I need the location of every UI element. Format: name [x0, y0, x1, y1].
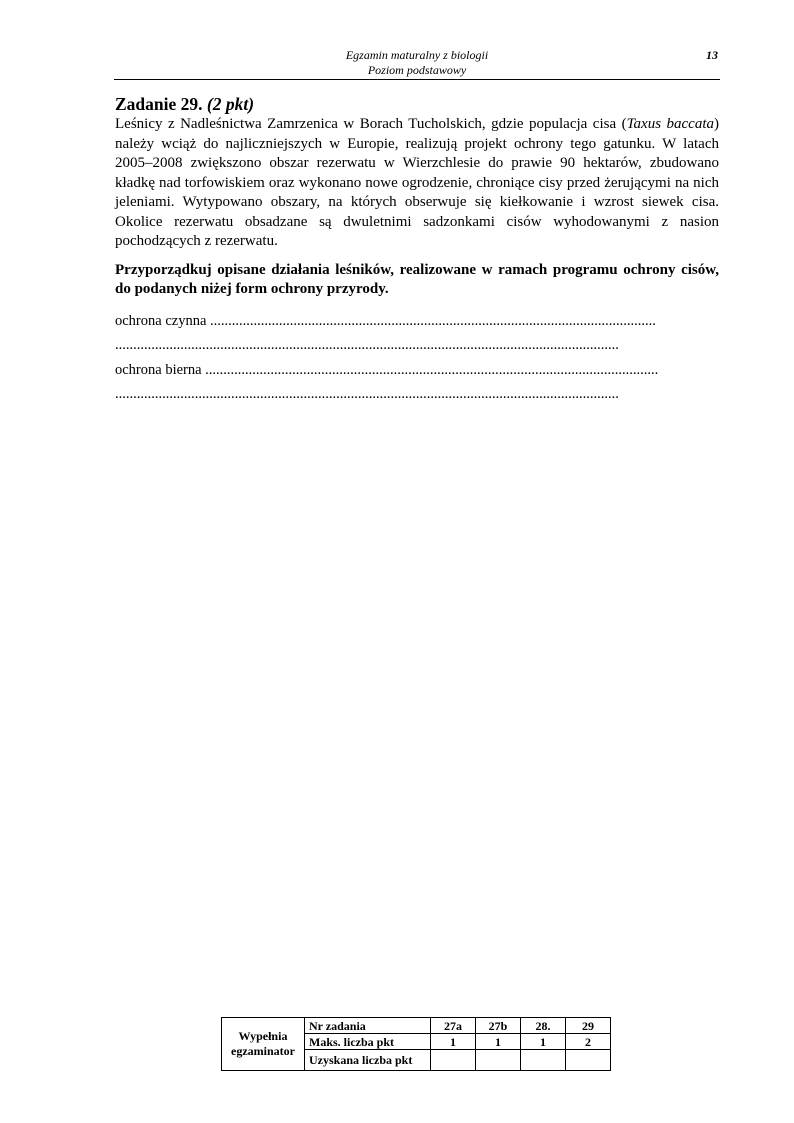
max-points-cell: 2 — [566, 1034, 611, 1050]
answer-line-passive-protection-continued[interactable]: ........................................................................................................................................... — [115, 386, 619, 402]
task-number-cell: 27a — [431, 1018, 476, 1034]
obtained-points-cell[interactable] — [521, 1050, 566, 1071]
exam-level: Poziom podstawowy — [367, 63, 467, 77]
task-number-cell: 27b — [476, 1018, 521, 1034]
task-instruction: Przyporządkuj opisane działania leśników, realizowane w ramach programu ochrony cisów, do podanych niżej form ochrony przyrody. — [115, 261, 719, 297]
task-number-cell: 29 — [566, 1018, 611, 1034]
task-number-cell: 28. — [521, 1018, 566, 1034]
row-label-max-points: Maks. liczba pkt — [305, 1034, 431, 1050]
task-content — [115, 94, 719, 407]
page-header — [114, 47, 720, 80]
row-label-task-number: Nr zadania — [305, 1018, 431, 1034]
task-description — [115, 115, 719, 252]
species-name: Taxus baccata — [626, 116, 714, 132]
task-points: (2 pkt) — [206, 94, 255, 114]
obtained-points-cell[interactable] — [566, 1050, 611, 1071]
exam-title: Egzamin maturalny z biologii — [345, 48, 489, 62]
task-title — [115, 94, 719, 115]
row-label-obtained-points: Uzyskana liczba pkt — [305, 1050, 431, 1071]
page-number: 13 — [706, 48, 718, 62]
answer-line-passive-protection[interactable]: ochrona bierna ............................................................................................................................. — [115, 361, 659, 378]
max-points-cell: 1 — [521, 1034, 566, 1050]
score-table — [221, 1017, 611, 1071]
answer-area — [115, 309, 719, 407]
examiner-label: Wypełnia egzaminator — [222, 1018, 305, 1071]
answer-line-active-protection[interactable]: ochrona czynna ........................................................................................................................... — [115, 312, 656, 329]
task-text-part1: Leśnicy z Nadleśnictwa Zamrzenica w Borach Tucholskich, gdzie populacja cisa ( — [115, 116, 627, 132]
max-points-cell: 1 — [476, 1034, 521, 1050]
obtained-points-cell[interactable] — [476, 1050, 521, 1071]
task-text-part2: ) należy wciąż do najliczniejszych w Europie, realizują projekt ochrony tego gatunku. W latach 2005–2008 zwiększono obszar rezerwatu w Wierzchlesie do prawie 90 hektarów, zbudowano kładkę nad torfowiskiem oraz wykonano nowe ogrodzenie, chroniące cisy przed żerującymi na nich jeleniami. Wytypowano obszary, na których obserwuje się kiełkowanie i wzrost siewek cisa. Okolice rezerwatu obsadzane są dwuletnimi sadzonkami cisów wyhodowanymi z nasion pochodzących z rezerwatu. — [115, 116, 719, 249]
task-number: Zadanie 29. — [115, 94, 203, 114]
answer-line-active-protection-continued[interactable]: ........................................................................................................................................... — [115, 337, 619, 353]
max-points-cell: 1 — [431, 1034, 476, 1050]
obtained-points-cell[interactable] — [431, 1050, 476, 1071]
